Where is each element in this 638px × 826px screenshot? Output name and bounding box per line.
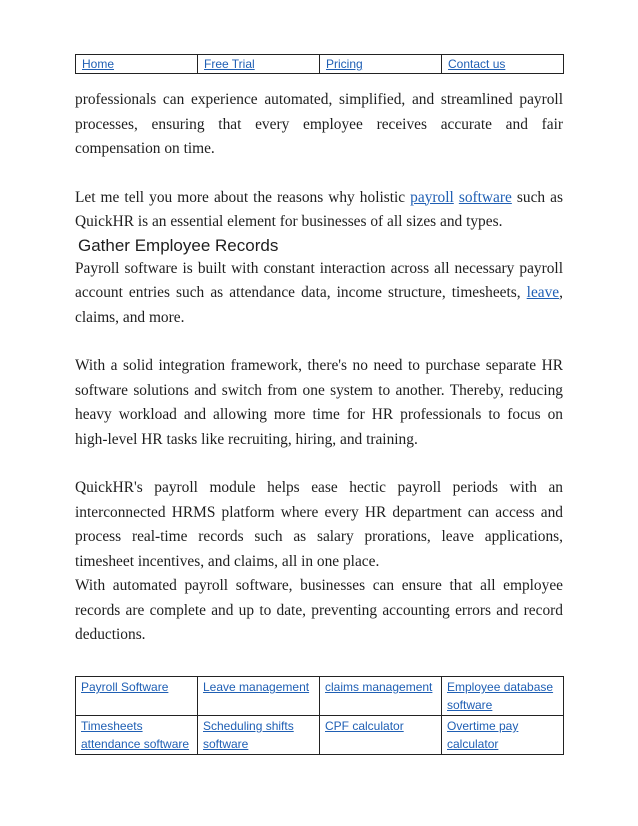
table-cell — [320, 677, 442, 716]
employee-database-software-link[interactable]: Employee database software — [447, 680, 554, 712]
nav-cell-pricing — [320, 55, 442, 74]
nav-cell-contact-us — [442, 55, 564, 74]
table-cell — [442, 677, 564, 716]
table-cell — [76, 677, 198, 716]
table-cell — [320, 716, 442, 755]
table-row — [76, 716, 564, 755]
table-cell — [442, 716, 564, 755]
paragraph-interaction-text-end: , claims, and more. — [75, 284, 563, 326]
table-cell — [198, 677, 320, 716]
table-cell — [198, 716, 320, 755]
timesheets-attendance-software-link[interactable]: Timesheets attendance software — [81, 719, 190, 751]
payroll-software-link[interactable]: Payroll Software — [81, 680, 169, 694]
table-cell — [76, 716, 198, 755]
product-links-table — [75, 676, 564, 755]
nav-link-pricing[interactable]: Pricing — [326, 57, 363, 71]
paragraph-interaction — [75, 257, 563, 331]
nav-row — [76, 55, 564, 74]
table-row — [76, 677, 564, 716]
nav-cell-home — [76, 55, 198, 74]
cpf-calculator-link[interactable]: CPF calculator — [325, 719, 404, 733]
nav-cell-free-trial — [198, 55, 320, 74]
paragraph-reasons-text-start: Let me tell you more about the reasons why holistic — [75, 188, 411, 206]
article-body — [75, 88, 563, 648]
paragraph-integration: With a solid integration framework, there's no need to purchase separate HR software solutions and switch from one system to another. Thereby, reducing heavy workload and allowing more time for HR professionals to focus on high-level HR tasks like recruiting, hiring, and training. — [75, 357, 563, 448]
leave-link[interactable]: leave — [526, 284, 560, 301]
nav-link-home[interactable]: Home — [82, 57, 115, 71]
paragraph-payroll-module: QuickHR's payroll module helps ease hectic payroll periods with an interconnected HRMS platform where every HR department can access and process real-time records such as salary prorations, leave applications, timesheet incentives, and claims, all in one place. — [75, 479, 563, 570]
top-nav-table — [75, 54, 564, 74]
nav-link-free-trial[interactable]: Free Trial — [204, 57, 255, 71]
paragraph-gap — [75, 162, 563, 186]
payroll-link[interactable]: payroll — [410, 188, 454, 206]
paragraph-interaction-text-start: Payroll software is built with constant interaction across all necessary payroll account entries such as attendance data, income structure, timesheets, — [75, 259, 563, 301]
paragraph-gap — [75, 452, 563, 476]
paragraph-intro: professionals can experience automated, simplified, and streamlined payroll processes, ensuring that every employee receives accurate and fair compensation on time. — [75, 91, 563, 157]
scheduling-shifts-software-link[interactable]: Scheduling shifts software — [203, 719, 294, 751]
paragraph-reasons — [75, 186, 563, 235]
paragraph-automated-payroll: With automated payroll software, businesses can ensure that all employee records are complete and up to date, preventing accounting errors and record deductions. — [75, 577, 563, 643]
paragraph-reasons-text-end: such as QuickHR is an essential element for businesses of all sizes and types. — [75, 188, 563, 230]
nav-link-contact-us[interactable]: Contact us — [448, 57, 506, 71]
leave-management-link[interactable]: Leave management — [203, 680, 310, 694]
overtime-pay-calculator-link[interactable]: Overtime pay calculator — [447, 719, 519, 751]
section-heading: Gather Employee Records — [78, 235, 279, 255]
software-link[interactable]: software — [458, 188, 512, 206]
paragraph-gap — [75, 330, 563, 354]
claims-management-link[interactable]: claims management — [325, 680, 433, 694]
